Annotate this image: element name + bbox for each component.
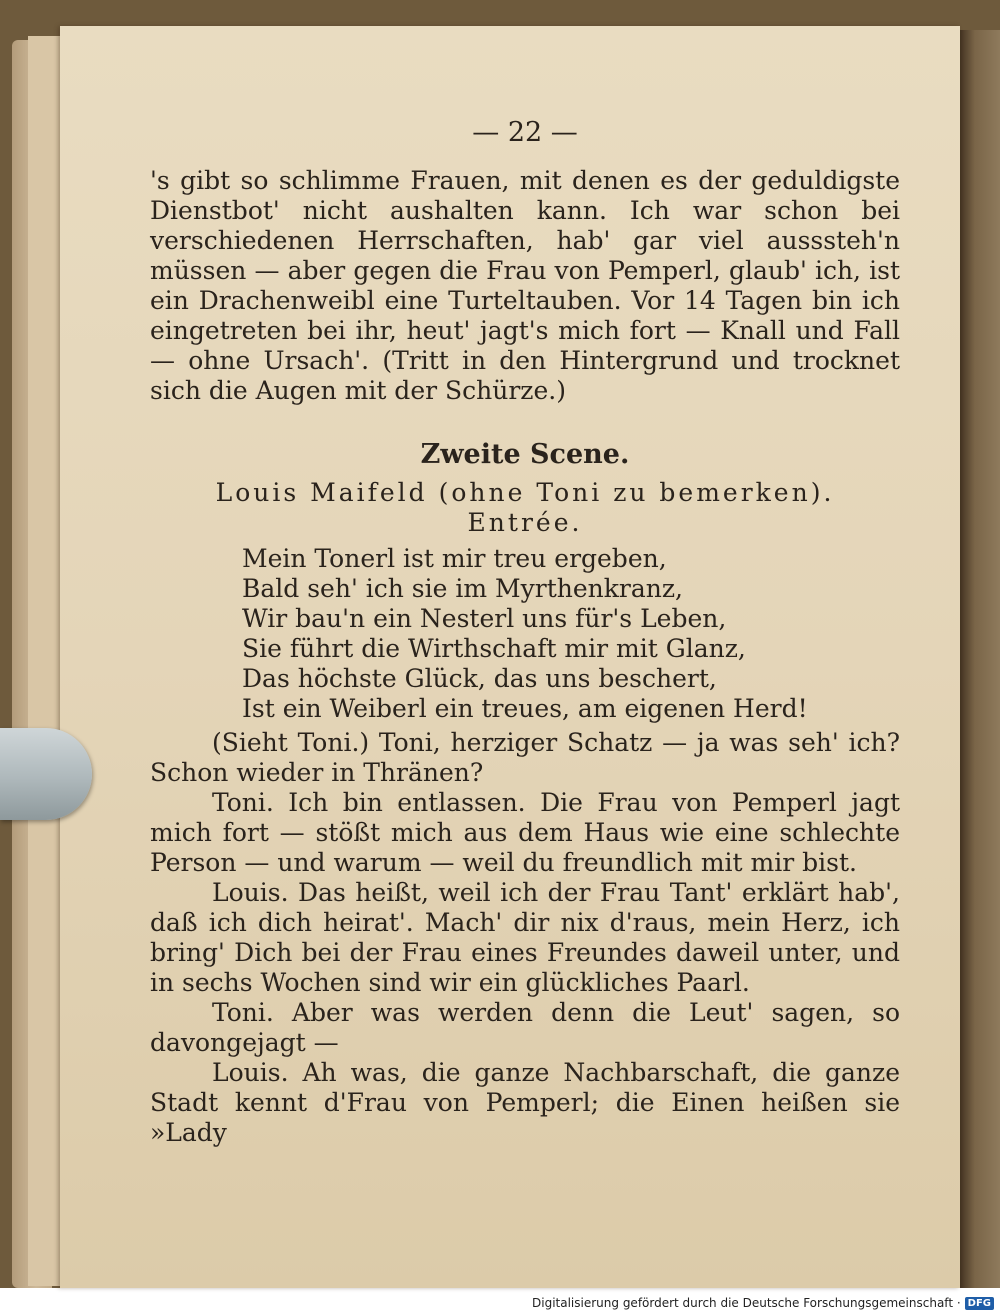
dialogue-paragraph: (Sieht Toni.) Toni, herziger Schatz — ja was seh' ich? Schon wieder in Thränen? — [150, 728, 900, 787]
intro-paragraph: 's gibt so schlimme Frauen, mit denen es der geduldigste Dienstbot' nicht aushalten kann. Ich war schon bei verschiedenen Herrschaften, hab' gar viel ausssteh'n müssen — aber gegen die Frau von Pemperl, glaub' ich, ist ein Drachenweibl eine Turteltauben. Vor 14 Tagen bin ich eingetreten bei ihr, heut' jagt's mich fort — Knall und Fall — ohne Ursach'. (Tritt in den Hintergrund und trocknet sich die Augen mit der Schürze.) — [150, 166, 900, 405]
dialogue-paragraph: Louis. Das heißt, weil ich der Frau Tant' erklärt hab', daß ich dich heirat'. Mach' dir nix d'raus, mein Herz, ich bring' Dich bei der Frau eines Freundes daweil unter, und in sechs Wochen sind wir ein glückliches Paarl. — [150, 878, 900, 997]
digitization-credit — [532, 1296, 994, 1310]
page-holder-tab — [0, 728, 92, 820]
verse-line: Wir bau'n ein Nesterl uns für's Leben, — [242, 604, 727, 633]
dialogue-paragraph: Toni. Ich bin entlassen. Die Frau von Pemperl jagt mich fort — stößt mich aus dem Haus wie eine schlechte Person — und warum — weil du freundlich mit mir bist. — [150, 788, 900, 877]
song-verse — [242, 544, 900, 724]
verse-line: Mein Tonerl ist mir treu ergeben, — [242, 544, 667, 573]
scene-persons: Louis Maifeld (ohne Toni zu bemerken). — [215, 478, 835, 507]
verse-line: Ist ein Weiberl ein treues, am eigenen Herd! — [242, 694, 808, 723]
verse-line: Das höchste Glück, das uns beschert, — [242, 664, 717, 693]
dialogue-paragraph: Toni. Aber was werden denn die Leut' sagen, so davongejagt — — [150, 998, 900, 1057]
dfg-logo-icon: DFG — [965, 1297, 994, 1310]
facing-page-edge — [958, 30, 1000, 1288]
dialogue-paragraph: Louis. Ah was, die ganze Nachbarschaft, die ganze Stadt kennt d'Frau von Pemperl; die Einen heißen sie »Lady — [150, 1058, 900, 1147]
entree-label: Entrée. — [467, 508, 583, 537]
page-number: — 22 — — [472, 117, 578, 148]
page-text — [150, 118, 900, 1148]
verse-line: Bald seh' ich sie im Myrthenkranz, — [242, 574, 683, 603]
scene-heading: Zweite Scene. — [420, 439, 630, 470]
credit-text: Digitalisierung gefördert durch die Deutsche Forschungsgemeinschaft · — [532, 1296, 961, 1310]
verse-line: Sie führt die Wirthschaft mir mit Glanz, — [242, 634, 746, 663]
